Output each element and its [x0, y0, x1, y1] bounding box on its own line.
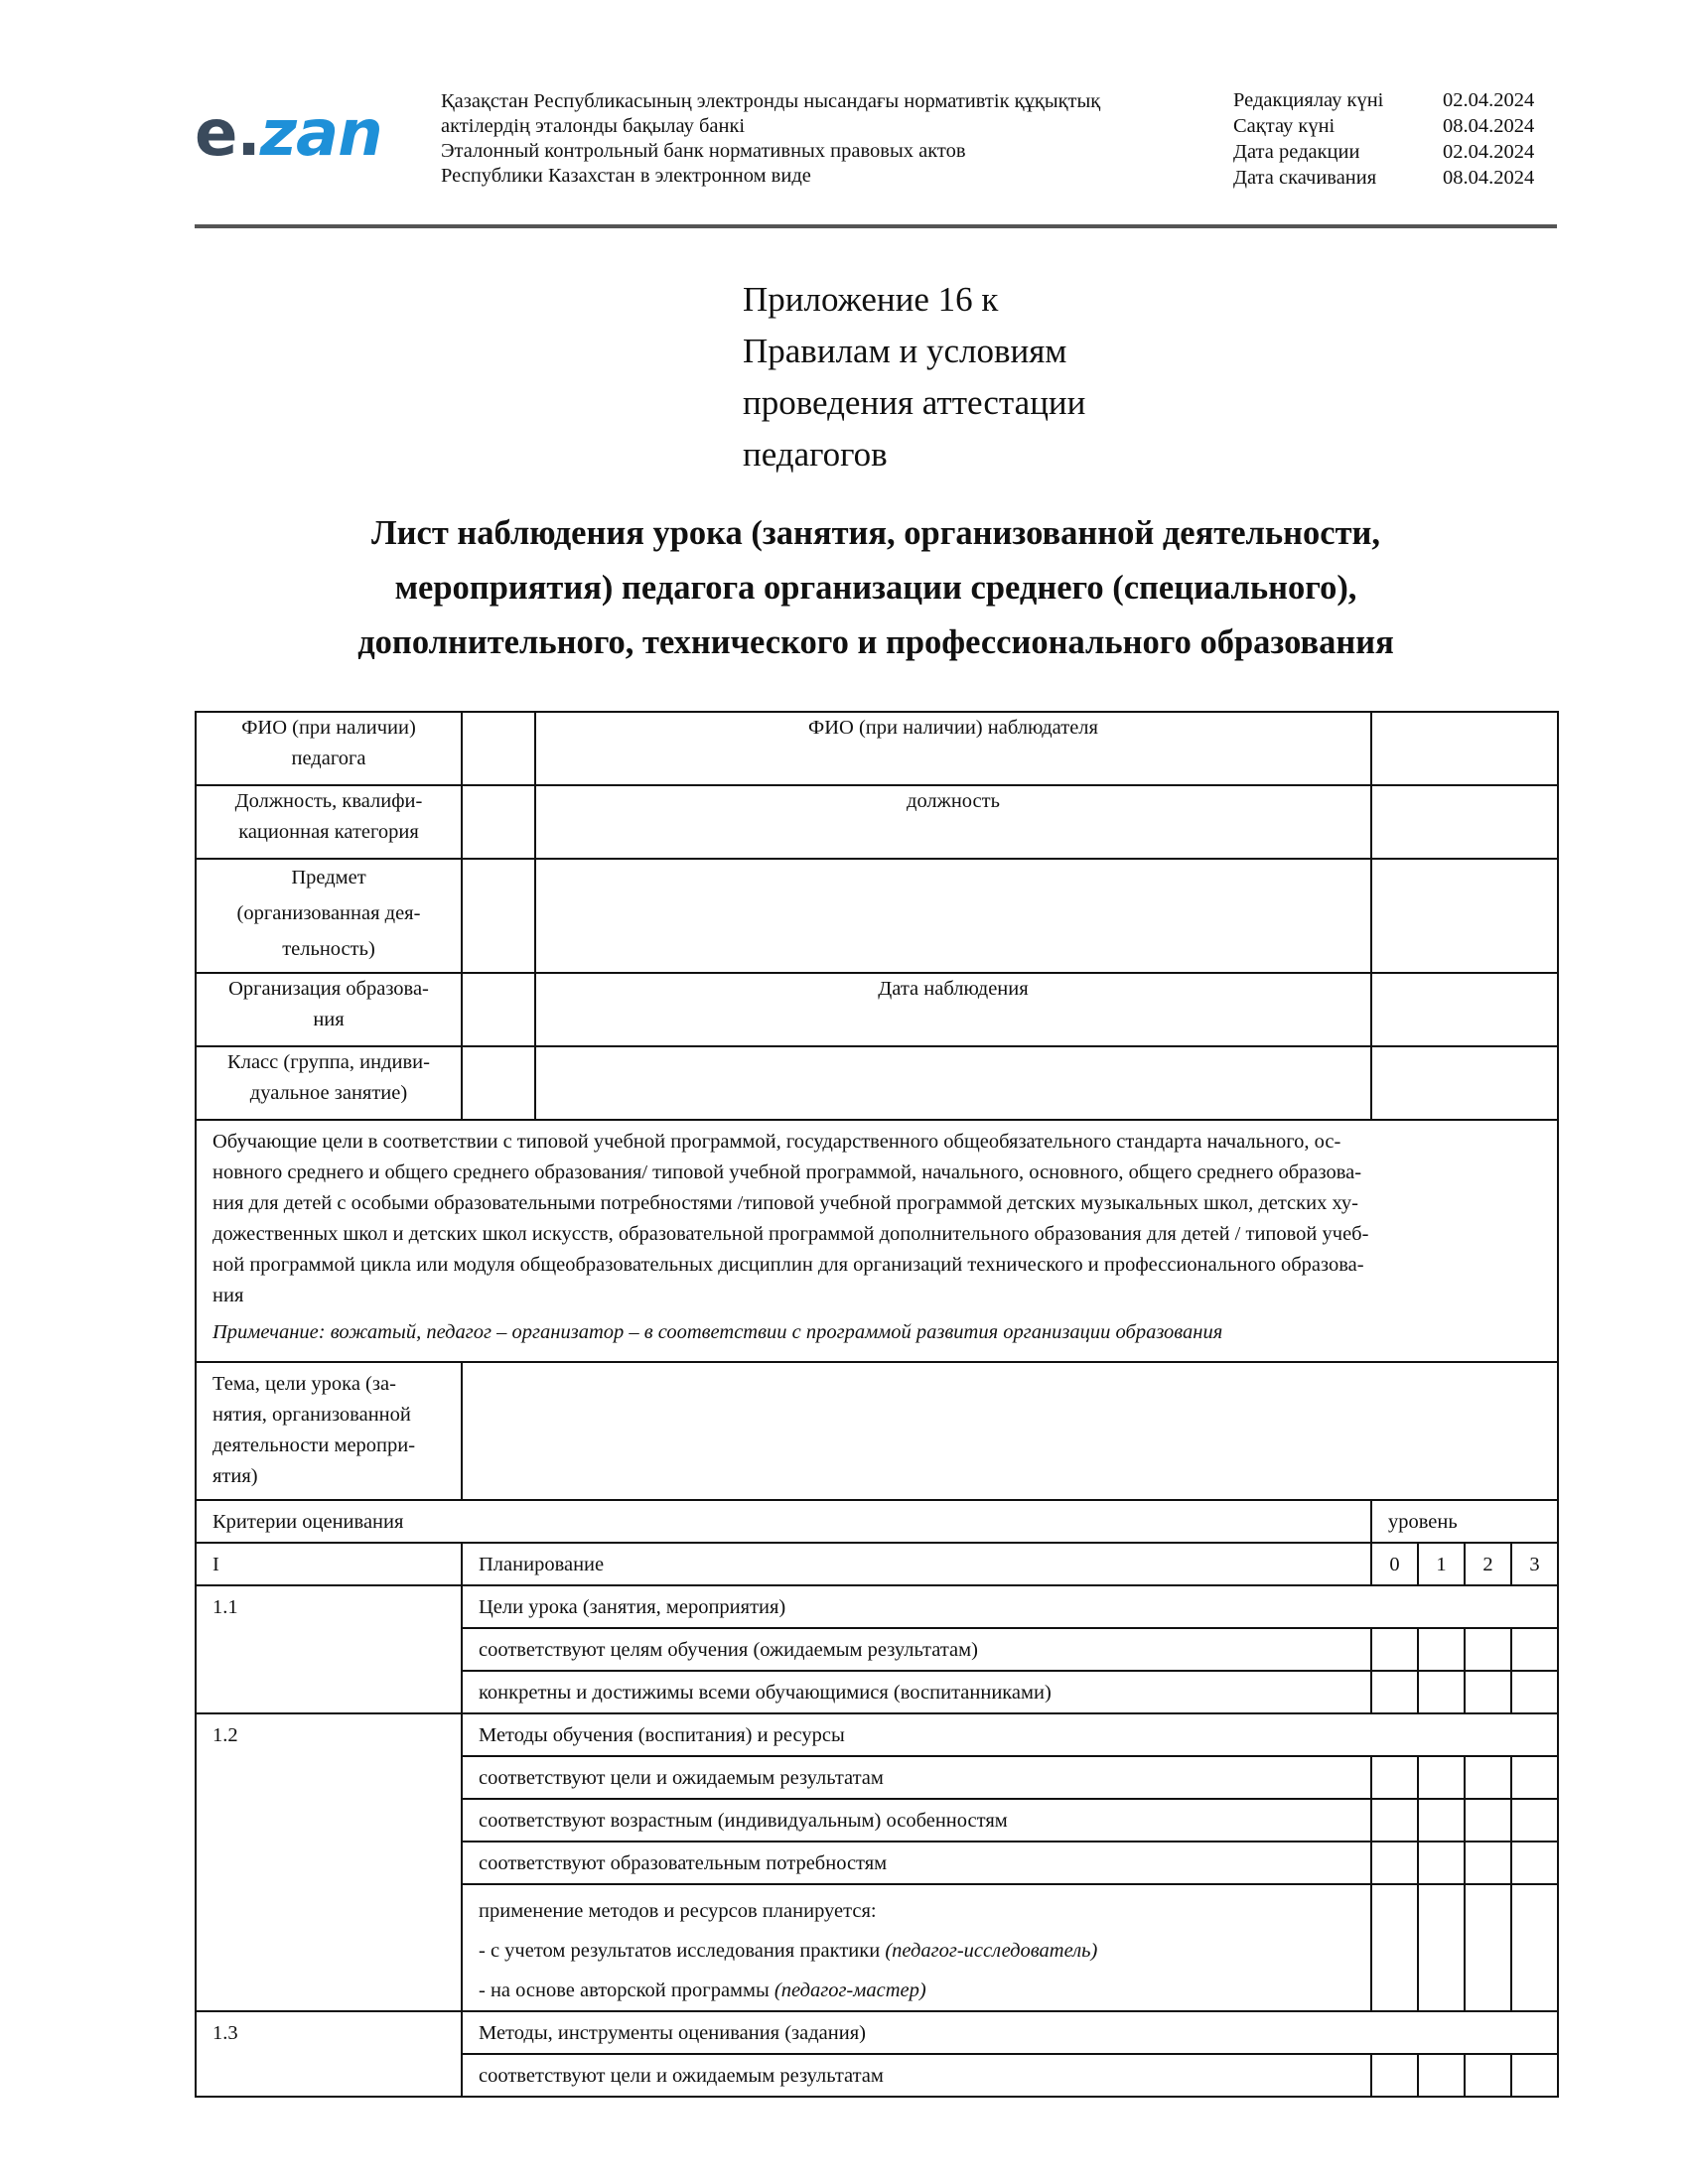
bank-line: актілердің эталонды бақылау банкі	[441, 115, 746, 137]
level-0-cell[interactable]	[1371, 1799, 1418, 1842]
criterion-1-2-title-row	[196, 1713, 1558, 1756]
position-field[interactable]	[462, 785, 535, 859]
level-1-cell[interactable]	[1418, 1799, 1465, 1842]
level-3-cell[interactable]	[1511, 1756, 1558, 1799]
indicator-text: соответствуют целям обучения (ожидаемым результатам)	[462, 1628, 1371, 1671]
level-1-cell[interactable]	[1418, 1756, 1465, 1799]
document-dates	[1233, 87, 1542, 191]
teacher-name-row	[196, 712, 1558, 785]
level-0-cell[interactable]	[1371, 1756, 1418, 1799]
level-3-cell[interactable]	[1511, 1671, 1558, 1713]
level-3-header: 3	[1511, 1543, 1558, 1585]
topic-field[interactable]	[462, 1362, 1558, 1500]
criteria-header-row	[196, 1500, 1558, 1543]
observation-sheet-table	[195, 711, 1559, 2098]
section-number: I	[196, 1543, 462, 1585]
methods-planning-text: применение методов и ресурсов планируется: - с учетом результатов исследования практики (педагог-исследователь) - на основе авторской программы (педагог-мастер)	[462, 1884, 1371, 2011]
section-title: Планирование	[462, 1543, 1371, 1585]
criterion-number: 1.3	[196, 2011, 462, 2097]
appendix-line: Приложение 16 к	[743, 280, 999, 319]
date-value: 08.04.2024	[1443, 115, 1535, 137]
level-2-cell[interactable]	[1465, 1628, 1511, 1671]
level-3-cell[interactable]	[1511, 1799, 1558, 1842]
observer-name-field[interactable]	[1371, 712, 1558, 785]
criterion-number: 1.1	[196, 1585, 462, 1713]
organization-field[interactable]	[462, 973, 535, 1046]
level-0-cell[interactable]	[1371, 2054, 1418, 2097]
level-1-cell[interactable]	[1418, 1628, 1465, 1671]
title-line: Лист наблюдения урока (занятия, организованной деятельности,	[370, 514, 1381, 552]
criterion-title: Методы, инструменты оценивания (задания)	[462, 2011, 1558, 2054]
criterion-title: Цели урока (занятия, мероприятия)	[462, 1585, 1558, 1628]
level-label: уровень	[1371, 1500, 1558, 1543]
level-2-cell[interactable]	[1465, 1799, 1511, 1842]
bank-line: Эталонный контрольный банк нормативных правовых актов	[441, 140, 966, 162]
criterion-title: Методы обучения (воспитания) и ресурсы	[462, 1713, 1558, 1756]
level-2-cell[interactable]	[1465, 1756, 1511, 1799]
level-2-cell[interactable]	[1465, 1884, 1511, 2011]
level-0-header: 0	[1371, 1543, 1418, 1585]
level-2-cell[interactable]	[1465, 2054, 1511, 2097]
level-3-cell[interactable]	[1511, 1842, 1558, 1884]
subject-label: Предмет (организованная дея- тельность)	[196, 859, 462, 973]
observer-position-field[interactable]	[1371, 785, 1558, 859]
class-extra-field[interactable]	[535, 1046, 1371, 1120]
learning-objectives-text: Обучающие цели в соответствии с типовой учебной программой, государственного общеобязательного стандарта начального, ос- новного среднего и общего среднего образования/ типовой учебной программой, начального, основного, общего среднего образова- ния для детей с особыми образовательными потребностями /типовой учебной программой детских музыкальных школ, детских ху- дожественных школ и детских школ искусств, образовательной программой дополнительного образования для детей / типовой учеб- ной программой цикла или модуля общеобразовательных дисциплин для организаций технического и профессионального образова- ния Примечание: вожатый, педагог – организатор – в соответствии с программой развития организации образования	[196, 1120, 1558, 1362]
date-value: 02.04.2024	[1443, 141, 1535, 163]
subject-extra-field-2[interactable]	[1371, 859, 1558, 973]
position-label: Должность, квалифи- кационная категория	[196, 785, 462, 859]
title-line: мероприятия) педагога организации среднего (специального),	[394, 569, 1357, 607]
level-0-cell[interactable]	[1371, 1842, 1418, 1884]
level-0-cell[interactable]	[1371, 1628, 1418, 1671]
learning-objectives-row	[196, 1120, 1558, 1362]
position-row	[196, 785, 1558, 859]
level-3-cell[interactable]	[1511, 1884, 1558, 2011]
date-row	[1233, 139, 1542, 165]
title-line: дополнительного, технического и профессионального образования	[357, 623, 1394, 661]
date-label: Дата скачивания	[1233, 167, 1377, 189]
date-value: 02.04.2024	[1443, 89, 1535, 111]
level-0-cell[interactable]	[1371, 1671, 1418, 1713]
organization-label: Организация образова- ния	[196, 973, 462, 1046]
level-3-cell[interactable]	[1511, 2054, 1558, 2097]
appendix-reference	[743, 274, 1085, 480]
appendix-line: педагогов	[743, 435, 888, 474]
indicator-text: соответствуют цели и ожидаемым результатам	[462, 1756, 1371, 1799]
appendix-line: Правилам и условиям	[743, 332, 1067, 370]
level-0-cell[interactable]	[1371, 1884, 1418, 2011]
objectives-note: Примечание: вожатый, педагог – организатор – в соответствии с программой развития организации образования	[212, 1321, 1223, 1343]
level-1-cell[interactable]	[1418, 1842, 1465, 1884]
criterion-1-3-title-row	[196, 2011, 1558, 2054]
level-1-cell[interactable]	[1418, 1884, 1465, 2011]
ezan-logo: e.zan	[195, 97, 382, 171]
topic-row	[196, 1362, 1558, 1500]
appendix-line: проведения аттестации	[743, 383, 1086, 422]
level-2-cell[interactable]	[1465, 1842, 1511, 1884]
date-label: Дата редакции	[1233, 141, 1360, 163]
header-divider	[195, 224, 1557, 228]
level-3-cell[interactable]	[1511, 1628, 1558, 1671]
organization-row	[196, 973, 1558, 1046]
observer-position-label: должность	[535, 785, 1371, 859]
document-title	[195, 506, 1557, 670]
criterion-number: 1.2	[196, 1713, 462, 2011]
subject-row	[196, 859, 1558, 973]
observation-date-label: Дата наблюдения	[535, 973, 1371, 1046]
date-row	[1233, 165, 1542, 191]
level-2-header: 2	[1465, 1543, 1511, 1585]
reference-bank-title	[441, 89, 1196, 189]
teacher-name-field[interactable]	[462, 712, 535, 785]
indicator-text: конкретны и достижимы всеми обучающимися (воспитанниками)	[462, 1671, 1371, 1713]
level-1-header: 1	[1418, 1543, 1465, 1585]
date-row	[1233, 113, 1542, 139]
class-extra-field-2[interactable]	[1371, 1046, 1558, 1120]
indicator-text: соответствуют возрастным (индивидуальным) особенностям	[462, 1799, 1371, 1842]
class-field[interactable]	[462, 1046, 535, 1120]
bank-line: Қазақстан Республикасының электронды нысандағы нормативтік құқықтық	[441, 90, 1101, 112]
level-1-cell[interactable]	[1418, 1671, 1465, 1713]
bank-line: Республики Казахстан в электронном виде	[441, 165, 811, 187]
class-row	[196, 1046, 1558, 1120]
class-label: Класс (группа, индиви- дуальное занятие)	[196, 1046, 462, 1120]
subject-extra-field[interactable]	[535, 859, 1371, 973]
topic-label: Тема, цели урока (за- нятия, организованной деятельности меропри- ятия)	[196, 1362, 462, 1500]
date-label: Редакциялау күні	[1233, 89, 1384, 111]
teacher-name-label: ФИО (при наличии) педагога	[196, 712, 462, 785]
date-label: Сақтау күні	[1233, 115, 1336, 137]
date-row	[1233, 87, 1542, 113]
level-2-cell[interactable]	[1465, 1671, 1511, 1713]
section-planning-row	[196, 1543, 1558, 1585]
observation-date-field[interactable]	[1371, 973, 1558, 1046]
indicator-text: соответствуют цели и ожидаемым результатам	[462, 2054, 1371, 2097]
indicator-text: соответствуют образовательным потребностям	[462, 1842, 1371, 1884]
level-1-cell[interactable]	[1418, 2054, 1465, 2097]
criterion-1-1-title-row	[196, 1585, 1558, 1628]
date-value: 08.04.2024	[1443, 167, 1535, 189]
subject-field[interactable]	[462, 859, 535, 973]
observer-name-label: ФИО (при наличии) наблюдателя	[535, 712, 1371, 785]
criteria-label: Критерии оценивания	[196, 1500, 1371, 1543]
